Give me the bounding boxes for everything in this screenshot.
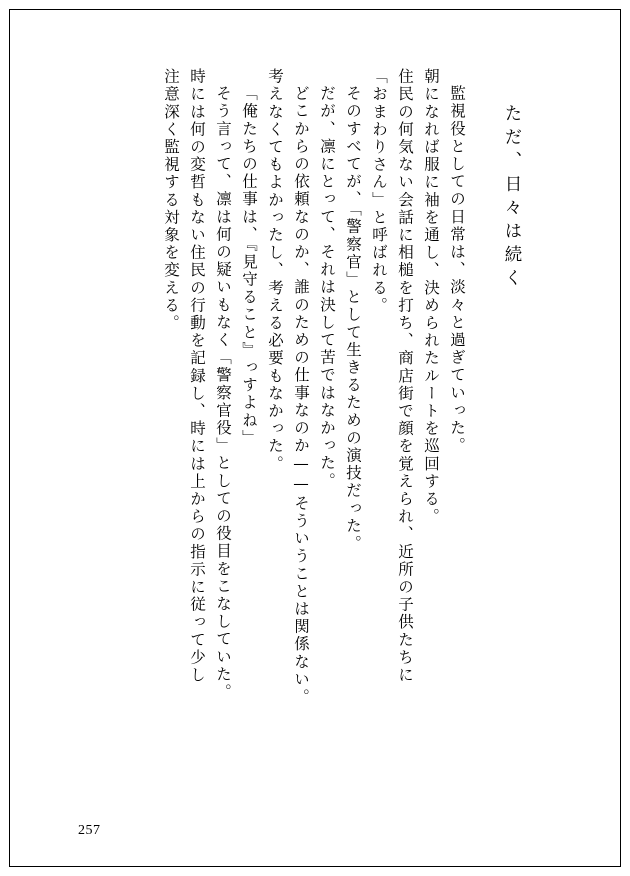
body-line: どこからの依頼なのか、誰のための仕事なのか——そういうことは関係ない。 bbox=[292, 85, 310, 706]
body-line: だが、凛にとって、それは決して苦ではなかった。 bbox=[318, 85, 336, 490]
page-number: 257 bbox=[78, 823, 101, 838]
body-line: 考えなくてもよかったし、考える必要もなかった。 bbox=[266, 68, 284, 473]
page-title: ただ、日々は続く bbox=[502, 104, 522, 292]
body-line: 朝になれば服に袖を通し、決められたルートを巡回する。 bbox=[422, 68, 440, 526]
body-line: そう言って、凛は何の疑いもなく「警察官役」としての役目をこなしていた。 bbox=[214, 85, 232, 701]
body-line: 「おまわりさん」と呼ばれる。 bbox=[370, 68, 388, 315]
body-line: 注意深く監視する対象を変える。 bbox=[162, 68, 180, 332]
body-line: そのすべてが、「警察官」として生きるための演技だった。 bbox=[344, 85, 362, 553]
body-line: 「俺たちの仕事は、『見守ること』っすよね」 bbox=[240, 85, 258, 447]
vertical-text-body bbox=[40, 68, 520, 778]
body-line: 時には何の変哲もない住民の行動を記録し、時には上からの指示に従って少し bbox=[188, 68, 206, 684]
body-line: 監視役としての日常は、淡々と過ぎていった。 bbox=[448, 85, 466, 455]
body-line: 住民の何気ない会話に相槌を打ち、商店街で顔を覚えられ、近所の子供たちに bbox=[396, 68, 414, 684]
